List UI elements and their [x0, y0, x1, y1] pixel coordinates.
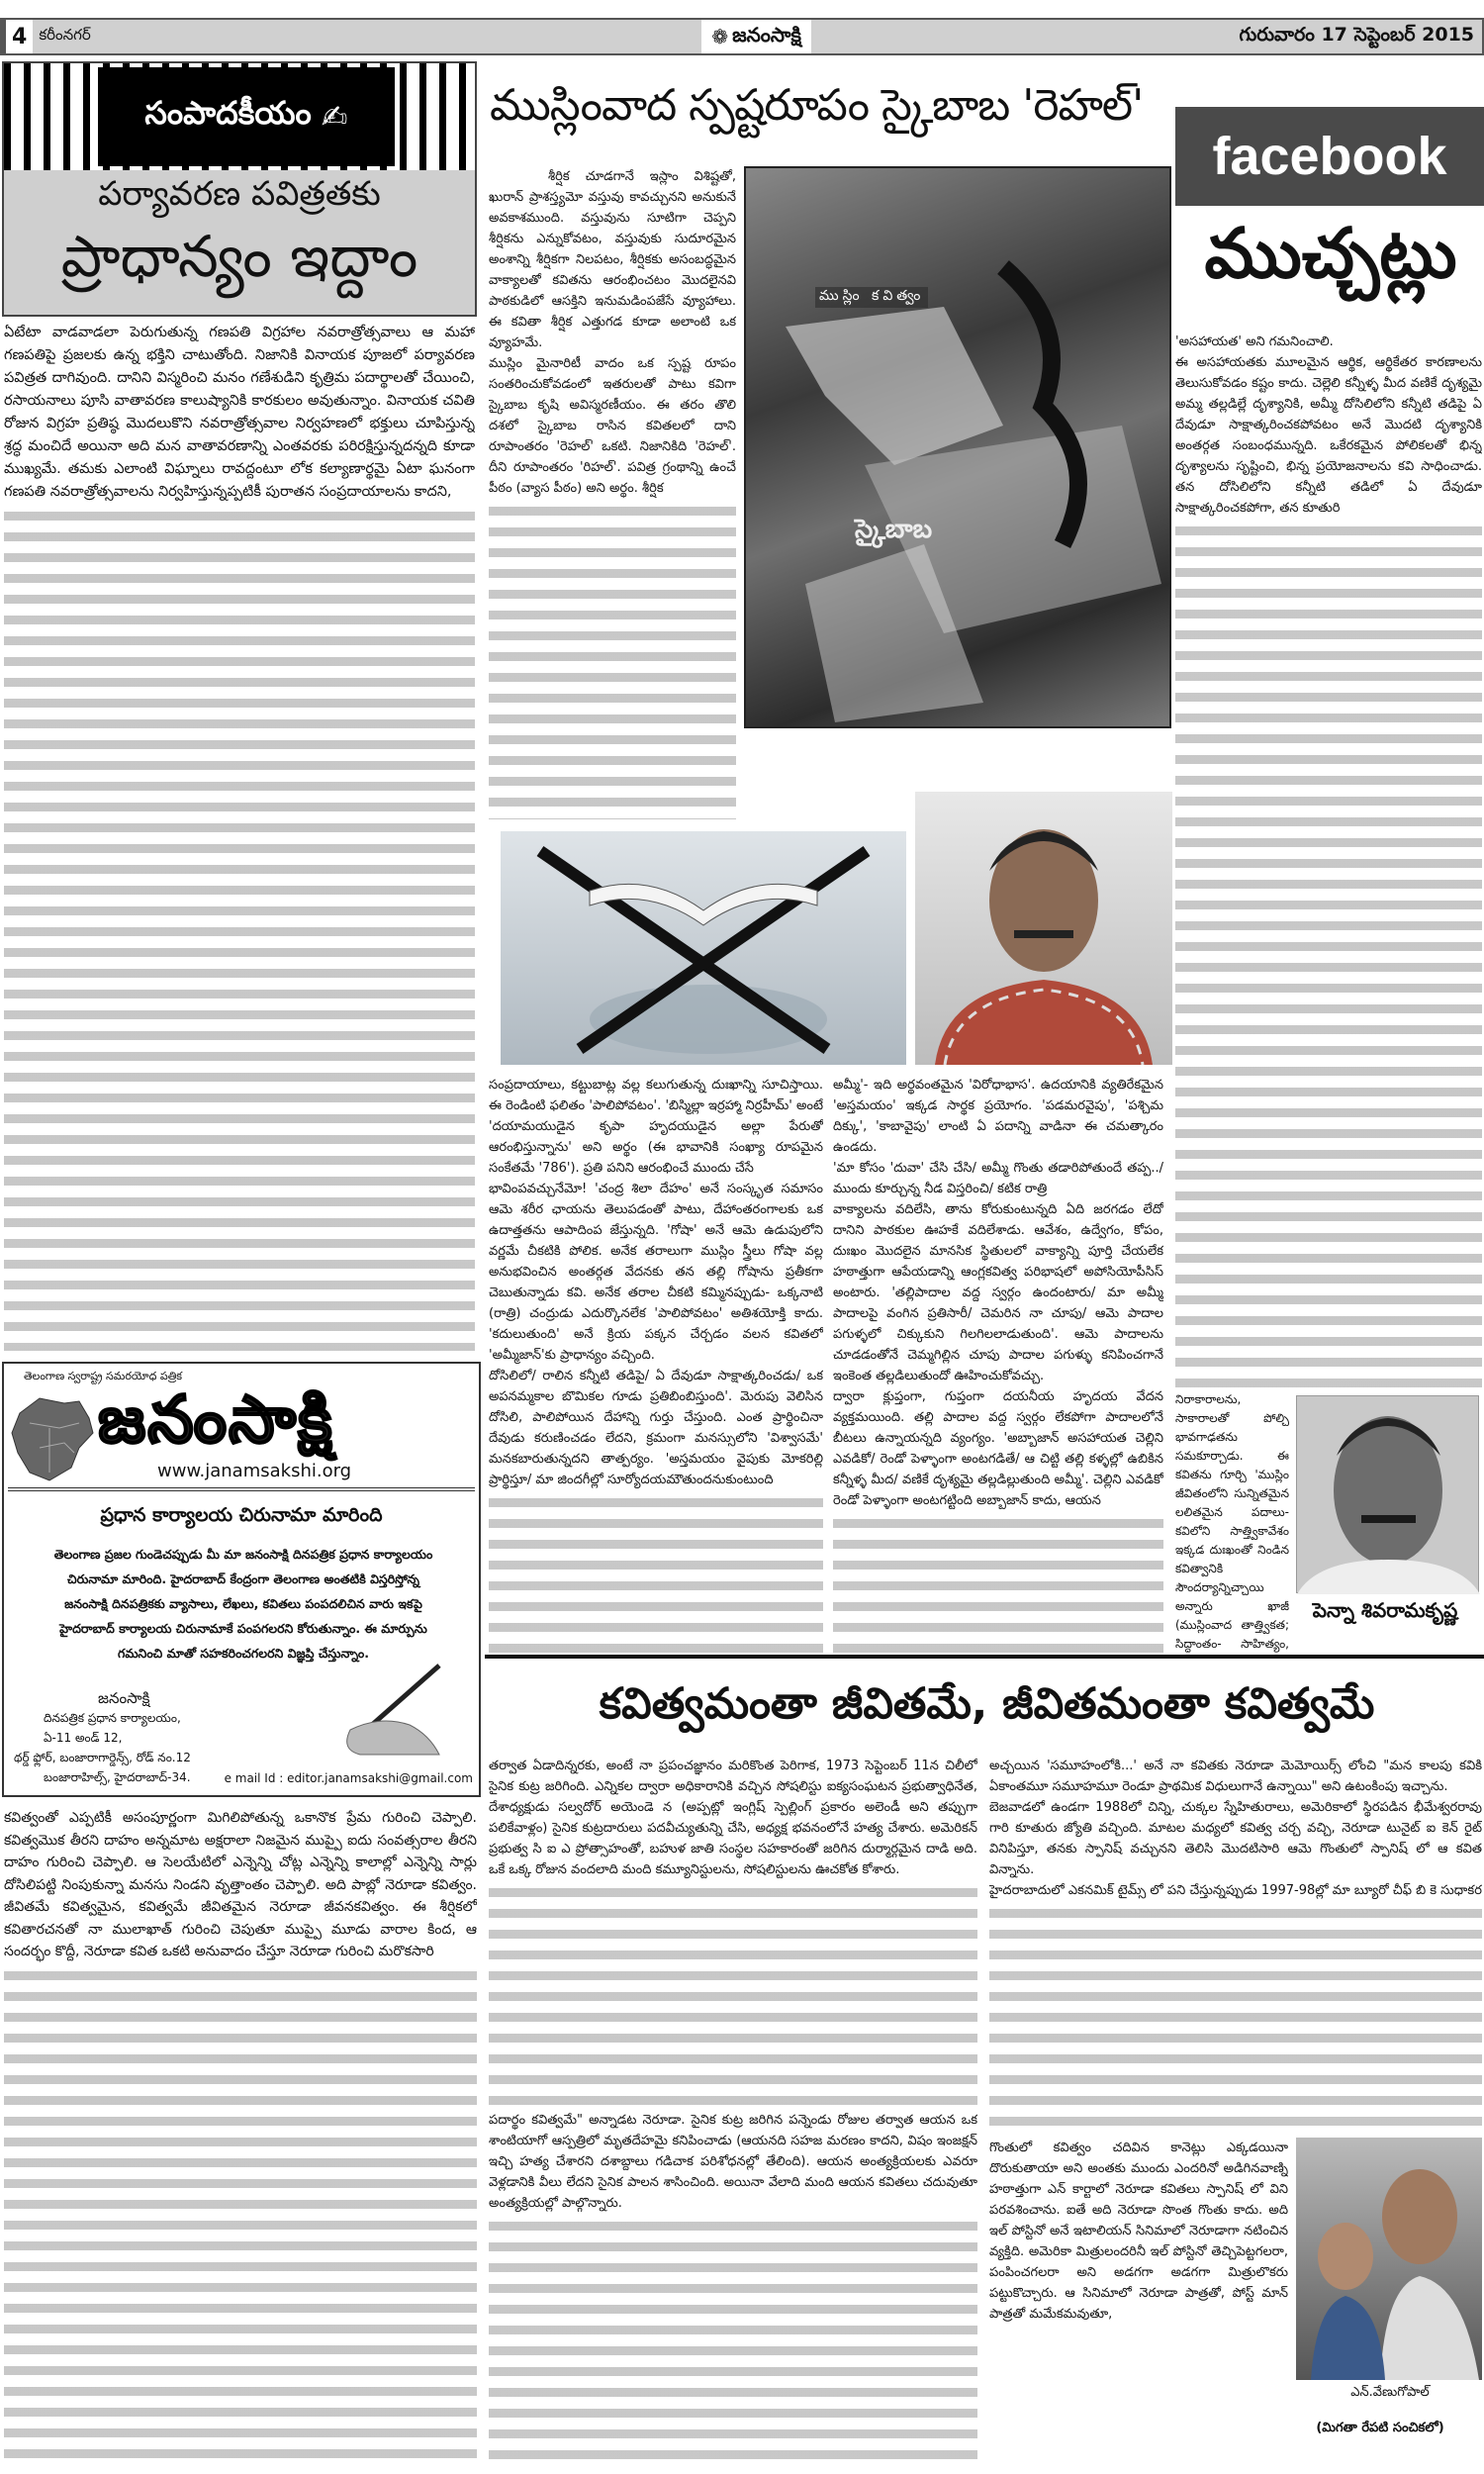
paragraph: దోసిలిలో/ రాలిన కన్నీటి తడిపై/ ఏ దేవుడూ సాక్షాత్కరించడు/ ఒక అపనమ్మకాల బొమికల గూడు ప్రతిబింబిస్తుంది'. మెరుపు వెలిసిన దోసిలి, పాలిపోయిన దేహాన్ని గుర్తు చేస్తుంది. ఎంత ప్రార్థించినా దేవుడు కరుణించడం లేదని, క్రమంగా మనస్సులోని 'విశ్వాసమే' మనకబారుతున్నదని తాత్పర్యం. 'అస్తమయం వైపుకు మోకరిల్లి ప్రార్థిస్తూ/ మా జిందగీల్లో సూర్యోదయమౌతుందనుకుంటుంది	[489, 1369, 823, 1487]
ad-tagline: తెలంగాణ స్వరాష్ట్ర సమరయోధ పత్రిక	[24, 1370, 183, 1382]
article2-column-b-end	[989, 2138, 1288, 2468]
ad-heading: ప్రధాన కార్యాలయ చిరునామా మారింది	[100, 1504, 383, 1526]
editorial-label-text: సంపాదకీయం	[144, 94, 312, 132]
author-photo-venugopal	[1296, 2138, 1482, 2380]
masthead-title: జనంసాక్షి	[732, 22, 801, 47]
ad-line: జనంసాక్షి దినపత్రికకు వ్యాసాలు, లేఖలు, కవితలు పంపదలిచిన వారు ఇకపై	[64, 1596, 422, 1611]
book-cover-image	[744, 166, 1171, 728]
section-divider	[485, 1655, 1484, 1659]
paragraph: అచ్చయిన 'సమూహంలోకి...' అనే నా కవితకు నెరూడా మెమోయిర్స్ లోంచి "మన కాలపు కవికి ఏకాంతమూ సమూహమూ రెండూ ప్రాథమిక విధులుగానే ఉన్నాయి" అని ఉటంకింపు ఇచ్చాను.	[989, 1759, 1482, 1794]
text-continuation	[489, 501, 736, 819]
editorial-title: ప్రాధాన్యం ఇద్దాం	[60, 223, 418, 290]
paragraph: శీర్షిక చూడగానే ఇస్లాం విశిష్టతో, ఖురాన్ ప్రాశస్త్యమో వస్తువు కావచ్చునని అనుకునే అవకాశముంది. వస్తువును సూటిగా చెప్పని శీర్షికను ఎన్నుకోవటం, వస్తువుకు సుదూరమైన అంశాన్ని శీర్షికగా నిలపటం, శీర్షికకు అసంబద్ధమైన వాక్యాలతో కవితను ఆరంభించటం మొదలైనవి పాఠకుడిలో ఆసక్తిని ఇనుమడింపజేసే వ్యూహాలు. ఈ కవితా శీర్షిక ఎత్తుగడ కూడా అలాంటి ఒక వ్యూహమే.	[489, 169, 736, 350]
author-photo	[915, 792, 1172, 1065]
telangana-map-icon	[10, 1393, 95, 1482]
photo-caption: పెన్నా శివరామకృష్ణ	[1312, 1598, 1458, 1622]
text-continuation	[489, 1882, 977, 2110]
hand-with-pen-icon	[330, 1661, 449, 1760]
ad-line: హైదరాబాద్ కార్యాలయ చిరునామాకే పంపగలరని కోరుతున్నాం. ఈ మార్పును	[59, 1621, 427, 1636]
article2-headline: కవిత్వమంతా జీవితమే, జీవితమంతా కవిత్వమే	[599, 1679, 1375, 1729]
text-continuation	[489, 2216, 977, 2468]
paragraph: సంప్రదాయాలు, కట్టుబాట్ల వల్ల కలుగుతున్న దుఃఖాన్ని సూచిస్తాయి. ఈ రెండింటి ఫలితం 'పాలిపోవటం'. 'బిస్మిల్లా ఇర్రహ్మా నిర్రహీమ్' అంటే 'దయామయుడైన కృపా హృదయుడైన అల్లా పేరుతో ఆరంభిస్తున్నాను' అని అర్థం (ఈ భావానికి సంఖ్యా రూపమైన సంకేతమే '786'). ప్రతి పనిని ఆరంభించే ముందు చేసే	[489, 1078, 823, 1176]
article1-right-column-end	[1175, 1390, 1289, 1653]
paragraph: వాక్యాలను వదిలేసి, తాను కోరుకుంటున్నది ఏది జరగడం లేదో దానిని పాఠకుల ఊహకే వదిలేశాడు. ఆవేశం, ఉద్వేగం, కోపం, దుఃఖం మొదలైన మానసిక స్థితులలో వాక్యాన్ని పూర్తి చేయలేక హఠాత్తుగా ఆపేయడాన్ని ఆంగ్లకవిత్వ పరిభాషలో అపోసియోపీసిస్ అంటారు. 'తల్లిపాదాల వద్ద స్వర్గం ఉందంటారు/ మా అమ్మీ పాదాలపై వంగిన ప్రతిసారీ/ చెమరిన నా చూపు/ ఆమె పాదాల పగుళ్ళలో చిక్కుకుని గిలగిలలాడుతుంది'. ఆమె పాదాలను చూడడంతోనే చెమ్మగిల్లిన చూపు పాదాల పగుళ్ళు కనిపించగానే ఇంకెంత తల్లడిలుతుందో ఊహించుకోవచ్చు.	[833, 1202, 1163, 1383]
janamsakshi-notice-ad	[2, 1362, 481, 1797]
paragraph: బెజవాడలో ఉండగా 1988లో చిన్ని, చుక్కల స్నేహితురాలు, అమెరికాలో స్థిరపడిన భీమేశ్వరరావు గారి కూతురు జ్యోతి వచ్చింది. మాటల మధ్యలో కవిత్వ చర్చ వచ్చి, నెరూడా టునైట్ ఐ కెన్ రైట్ వినిపిస్తూ, తనకు స్పానిష్ వచ్చునని తెలిసి మొదటిసారి ఆమె గొంతులో స్పానిష్ లో ఆ కవిత విన్నాను.	[989, 1800, 1482, 1877]
text-continuation	[833, 1513, 1163, 1653]
ad-line: చిరునామా మారింది. హైదరాబాద్ కేంద్రంగా తెలంగాణ అంతటికి విస్తరిస్తోన్న	[67, 1571, 419, 1586]
address-line: ఏ-11 అండ్ 12,	[44, 1731, 123, 1745]
book-cover-author: స్కైబాబ	[855, 515, 933, 544]
address-line: బంజారాహిల్స్, హైదరాబాద్-34.	[44, 1770, 191, 1784]
article1-headline: ముస్లింవాద స్పష్టరూపం స్కైబాబ 'రెహల్'	[490, 80, 1144, 131]
editorial-kicker: పర్యావరణ పవిత్రతకు	[98, 174, 381, 214]
editorial-body	[4, 322, 475, 1351]
paragraph: హైదరాబాదులో ఎకనమిక్ టైమ్స్ లో పని చేస్తున్నప్పుడు 1997-98ల్లో మా బ్యూరో చీఫ్ బి కె సుధాకర	[989, 1883, 1482, 1898]
article2-column-a	[489, 1756, 977, 2468]
paragraph: ముస్లిం మైనారిటీ వాదం ఒక స్పష్ట రూపం సంతరించుకోవడంలో ఇతరులతో పాటు కవిగా స్కైబాబ కృషి అవిస్మరణీయం. ఈ తరం తొలి దశలో స్కైబాబ రాసిన కవితలలో దాని రూపాంతరం 'రెహల్' ఒకటి. నిజానికిది 'రెహల్'. దీని రూపాంతరం 'రిహల్'. పవిత్ర గ్రంథాన్ని ఉంచే పీఠం (వ్యాస పీఠం) అని అర్థం. శీర్షిక	[489, 356, 736, 496]
paragraph: 'అసహాయత' అని గమనించాలి.	[1175, 334, 1334, 349]
ad-sign-name: జనంసాక్షి	[98, 1689, 150, 1707]
masthead	[701, 20, 811, 53]
paragraph: అమ్మీ'- ఇది అర్థవంతమైన 'విరోధాభాస'. ఉదయానికి వ్యతిరేకమైన 'అస్తమయం' ఇక్కడ సార్థక ప్రయోగం. 'పడమరవైపు', 'పశ్చిమ దిక్కు', 'కాబావైపు' లాంటి ఏ పదాన్ని వాడినా ఈ చమత్కారం ఉండదు.	[833, 1078, 1163, 1155]
person-portrait-icon	[1297, 1396, 1480, 1594]
photo-caption: ఎన్.వేణుగోపాల్	[1350, 2385, 1430, 2400]
paragraph: ఏటేటా వాడవాడలా పెరుగుతున్న గణపతి విగ్రహాల నవరాత్రోత్సవాలు ఆ మహా గణపతిపై ప్రజలకు ఉన్న భక్తిని చాటుతోంది. నిజానికి వినాయక పూజలో పర్యావరణ పవిత్రత దాగివుంది. దానిని విస్మరించి మనం గణేశుడిని కృత్రిమ పదార్థాలతో చేయించి, రసాయనాలు పూసి వాతావరణ కాలుష్యానికి కారకులం అవుతున్నాం. వినాయక చవితి రోజున విగ్రహ ప్రతిష్ఠ మొదలుకొని నవరాత్రోత్సవాల నిర్వహణలో భక్తులు చూపిస్తున్న శ్రద్ధ మంచిదే అయినా అది మన వాతావరణాన్ని ఎంతవరకు పరిరక్షిస్తున్నదన్నది కూడా ముఖ్యమే. తమకు ఎలాంటి విఘ్నాలు రావద్దంటూ లోక కల్యాణార్థమై ఏటా ఘనంగా గణపతి నవరాత్రోత్సవాలను నిర్వహిస్తున్నప్పటికీ పురాతన సంప్రదాయాలను కాదని,	[4, 325, 475, 500]
paragraph: తర్వాత ఏడాదిన్నరకు, అంటే నా ప్రపంచజ్ఞానం మరికొంత పెరిగాక, 1973 సెప్టెంబర్ 11న చిలీలో సైనిక కుట్ర జరిగింది. ఎన్నికల ద్వారా అధికారానికి వచ్చిన సోషలిస్టు ఐక్యసంఘటన ప్రభుత్వాధినేత, దేశాధ్యక్షుడు సల్వదోర్ అయెండె న (అప్పట్లో ఇంగ్లిష్ స్పెల్లింగ్ ప్రకారం అలెండీ అని తప్పుగా పలికేవాళ్లం) సైనిక కుట్రదారులు పదవీచ్యుతున్ని చేసి, అధ్యక్ష భవనంలోనే హత్య చేశారు. అమెరికన్ ప్రభుత్వ సి ఐ ఎ ప్రోత్సాహంతో, బహుళ జాతి సంస్థల సహకారంతో జరిగిన దుర్మార్గమైన దాడి అది. ఒకే ఒక్క రోజున వందలాది మంది కమ్యూనిస్టులను, సోషలిస్టులను ఊచకోత కోశారు.	[489, 1759, 977, 1877]
editorial-headline	[4, 170, 475, 315]
address-line: దినపత్రిక ప్రధాన కార్యాలయం,	[44, 1711, 181, 1725]
person-portrait-icon	[915, 792, 1172, 1065]
abstract-artwork-icon	[746, 168, 1171, 728]
article2-column-b	[989, 1756, 1482, 2132]
editorial-header	[2, 61, 477, 317]
book-stand-icon	[501, 831, 906, 1065]
paragraph: నిరాకారాలను, సాకారాలతో పోల్చి భావగాఢతను సమకూర్చాడు. ఈ కవితను గూర్చి 'ముస్లిం జీవితంలోని సున్నితమైన లలితమైన పదాలు- కవిలోని సాత్త్వికావేశం ఇక్కడ దుఃఖంతో నిండిన కవిత్వానికి సౌందర్యాన్నిచ్చాయి అన్నారు ఖాజీ (ముస్లింవాద తాత్త్వికత; సిద్ధాంతం- సాహిత్యం,	[1175, 1392, 1289, 1651]
author-photo-penna	[1296, 1395, 1479, 1593]
ad-email[interactable]: e mail Id : editor.janamsakshi@gmail.com	[224, 1771, 473, 1785]
book-cover-label: ముస్లిం కవిత్వం	[815, 287, 928, 308]
text-continuation	[4, 506, 475, 1351]
ad-logo: జనంసాక్షి	[98, 1381, 334, 1458]
article1-column-3	[833, 1075, 1163, 1653]
editorial-label	[98, 67, 395, 166]
edition-name: కరీంనగర్	[39, 26, 91, 44]
pen-writing-icon: ✍	[321, 98, 348, 136]
continued-note: (మిగతా రేపటి సంచికలో)	[1316, 2421, 1444, 2435]
logo-emblem-icon: ❁	[711, 25, 729, 48]
section-title: ముచ్చట్లు	[1204, 213, 1457, 294]
article1-column-2	[489, 1075, 823, 1653]
text-continuation	[4, 1965, 477, 2469]
page-header	[0, 18, 1484, 55]
paragraph: భావింపవచ్చునేమో! 'చంద్ర శిలా దేహం' అనే సంస్కృత సమాసం ఆమె శరీర ఛాయను తెలుపడంతో పాటు, దేహాంతరంగాలకు ఒక ఉదాత్తతను ఆపాదింప జేస్తున్నది. 'గోషా' అనే ఆమె ఉడుపులోని వర్ణమే చీకటికి పోలిక. అనేక తరాలుగా ముస్లిం స్త్రీలు గోషా వల్ల అనుభవించిన అంతర్గత వేదనకు తన తల్లి గోషాను ప్రతీకగా చెబుతున్నాడు కవి. అనేక తరాల చీకటి కమ్మినప్పుడు- ఒక్కనాటి (రాత్రి) చంద్రుడు ఎదుర్కొనలేక 'పాలిపోవటం' అతిశయోక్తి కాదు. 'కదులుతుంది' అనే క్రియ పక్కన చేర్చడం వలన కవితలో 'అమ్మీజాన్'కు ప్రాధాన్యం వచ్చింది.	[489, 1182, 823, 1363]
page-number: 4	[6, 20, 33, 53]
paragraph: 'మా కోసం 'దువా' చేసి చేసి/ అమ్మీ గొంతు తడారిపోతుందే తప్ప../ ముందు కూర్చున్న నీడ విస్తరించి/ కటిక రాత్రి	[833, 1161, 1163, 1196]
article1-column-1	[489, 166, 736, 819]
text-continuation	[1175, 521, 1482, 1390]
editorial-banner	[4, 63, 475, 170]
address-line: థర్డ్ ఫ్లోర్, బంజారాగార్డెన్స్, రోడ్ నం.12	[14, 1751, 191, 1764]
quran-stand-image	[501, 831, 906, 1065]
paragraph: పదార్థం కవిత్వమే" అన్నాడట నెరూడా. సైనిక కుట్ర జరిగిన పన్నెండు రోజుల తర్వాత ఆయన ఒక శాంటియాగో ఆస్పత్రిలో మృతదేహమై కనిపించాడు (ఆయనది సహజ మరణం కాదని, విషం ఇంజక్షన్ ఇచ్చి హత్య చేశారని దశాబ్దాలు గడిచాక పరిశోధనల్లో తేలింది). ఆయన అంత్యక్రియలకు ఎవరూ వెళ్లడానికి వీలు లేదని సైనిక పాలన శాసించింది. అయినా వేలాది మంది ఆయన కవితలు చదువుతూ అంత్యక్రియల్లో పాల్గొన్నారు.	[489, 2113, 977, 2211]
ad-line: గమనించి మాతో సహకరించగలరని విజ్ఞప్తి చేస్తున్నాం.	[118, 1646, 369, 1661]
article1-right-column	[1175, 332, 1482, 1390]
ad-body	[18, 1542, 469, 1665]
facebook-logo: facebook	[1175, 107, 1484, 206]
ad-line: తెలంగాణ ప్రజల గుండెచప్పుడు మీ మా జనంసాక్షి దినపత్రిక ప్రధాన కార్యాలయం	[53, 1547, 433, 1562]
paragraph: ఈ అసహాయతకు మూలమైన ఆర్థిక, ఆర్థికేతర కారణాలను తెలుసుకోవడం కష్టం కాదు. చెల్లెలి కన్నీళ్ళ మీద వణికే దృశ్యమై అమ్మ తల్లడిల్లే దృశ్యానికి, అమ్మీ దోసిలిలోని కన్నీటి తడిపై ఏ దేవుడూ సాక్షాత్కరించకపోవటం అనే మొదటి దృశ్యానికి అంతర్గత సంబంధమున్నది. ఒకేరకమైన పోలికలతో భిన్న దృశ్యాలను సృష్టించి, భిన్న ప్రయోజనాలను కవి సాధించాడు. తన దోసిలిలోని కన్నీటి తడిలో ఏ దేవుడూ సాక్షాత్కరించకపోగా, తన కూతురి	[1175, 355, 1482, 516]
ad-website-link[interactable]: www.janamsakshi.org	[157, 1461, 352, 1481]
paragraph: కవిత్వంతో ఎప్పటికీ అసంపూర్ణంగా మిగిలిపోతున్న ఒకానొక ప్రేమ గురించి చెప్పాలి. కవిత్వమొక తీరని దాహం అన్నమాట అక్షరాలా నిజమైన ముప్పై ఐదు సంవత్సరాల తీరని దాహం గురించి చెప్పాలి. ఆ సెలయేటిలో ఎన్నెన్ని చోట్ల ఎన్నెన్ని కాలాల్లో ఎన్నెన్ని సార్లు దోసిలిపట్టి నింపుకున్నా మనసు నిండని వృత్తాంతం చెప్పాలి. అది పాబ్లో నెరూడా కవిత్వం. జీవితమే కవిత్వమైన, కవిత్వమే జీవితమైన నెరూడా జీవనకవిత్వం. ఈ శీర్షికలో కవితారచనతో నా ములాఖాత్ గురించి చెపుతూ ముప్పై మూడు వారాల కింద, ఆ సందర్భం కొద్దీ, నెరూడా కవిత ఒకటి అనువాదం చేస్తూ నెరూడా గురించి మరొకసారి	[4, 1810, 477, 1959]
ad-address	[14, 1688, 191, 1787]
text-continuation	[989, 1903, 1482, 2132]
article2-left-column	[4, 1807, 477, 2468]
divider	[8, 1487, 475, 1492]
text-continuation	[489, 1492, 823, 1653]
paragraph: ద్వారా క్లుప్తంగా, గుప్తంగా దయనీయ హృదయ వేదన వ్యక్తమయింది. తల్లి పాదాల వద్ద స్వర్గం లేకపోగా పాదాలలోనే బీటలు ఉన్నాయన్నది వ్యంగ్యం. 'అబ్బాజాన్ అసహాయత చెల్లిని ఎవడికో/ రెండో పెళ్ళాంగా అంటగడితే/ ఆ చిట్టి తల్లి కళ్ళల్లో ఉబికిన కన్నీళ్ళ మీద/ వణికే దృశ్యమై తల్లడిల్లుతుంది అమ్మీ'. చెల్లిని ఎవడికో రెండో పెళ్ళాంగా అంటగట్టింది అబ్బాజాన్ కాదు, ఆయన	[833, 1389, 1163, 1508]
paragraph: గొంతులో కవిత్వం చదివిన కానెట్లు ఎక్కడయినా దొరుకుతాయా అని అంతకు ముందు ఎందరినో అడిగినవాణ్ని హఠాత్తుగా ఎన్ కార్టాలో నెరూడా కవితలు స్పానిష్ లో విని పరవశించాను. ఐతే అది నెరూడా సొంత గొంతు కాదు. అది ఇల్ పోస్టినో అనే ఇటాలియన్ సినిమాలో నెరూడాగా నటించిన వ్యక్తిది. అమెరికా మిత్రులందరినీ ఇల్ పోస్టినో తెచ్చిపెట్టగలరా, పంపించగలరా అని అడగగా అడగగా మిత్రులొకరు పట్టుకొచ్చారు. ఆ సినిమాలో నెరూడా పాత్రతో, పోస్ట్ మాన్ పాత్రతో మమేకమవుతూ,	[989, 2141, 1288, 2322]
issue-date: గురువారం 17 సెప్టెంబర్ 2015	[1239, 23, 1475, 46]
man-and-child-portrait-icon	[1296, 2138, 1482, 2380]
